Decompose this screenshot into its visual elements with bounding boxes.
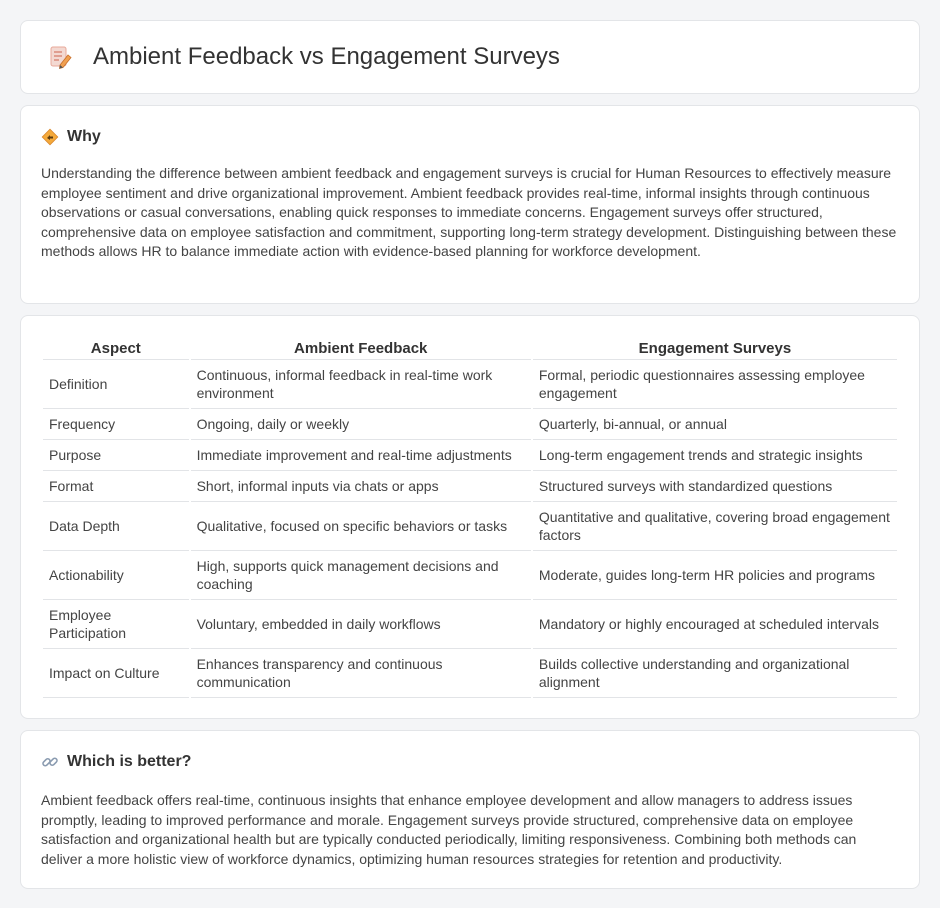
cell-aspect: Employee Participation [43,600,189,649]
header-card [20,20,920,94]
table-row [43,409,897,440]
column-header-aspect: Aspect [43,336,189,360]
cell-ambient: Ongoing, daily or weekly [191,409,531,440]
cell-ambient: Continuous, informal feedback in real-time work environment [191,360,531,409]
why-section [20,105,920,304]
cell-surveys: Moderate, guides long-term HR policies and programs [533,551,897,600]
better-text: Ambient feedback offers real-time, continuous insights that enhance employee development and allow managers to address issues promptly, leading to improved performance and morale. Engagement surveys provide structured, comprehensive data on employee satisfaction and organizational health but are typically conducted periodically, limiting responsiveness. Combining both methods can deliver a more holistic view of workforce dynamics, optimizing human resources strategies for retention and productivity. [41,792,857,867]
cell-surveys: Mandatory or highly encouraged at scheduled intervals [533,600,897,649]
cell-ambient: Immediate improvement and real-time adjustments [191,440,531,471]
cell-ambient: Short, informal inputs via chats or apps [191,471,531,502]
document-pencil-icon [47,44,73,70]
comparison-section [20,315,920,719]
column-header-ambient: Ambient Feedback [191,336,531,360]
better-heading-row [41,753,899,771]
cell-ambient: Voluntary, embedded in daily workflows [191,600,531,649]
table-row [43,360,897,409]
table-row [43,551,897,600]
cell-surveys: Quantitative and qualitative, covering broad engagement factors [533,502,897,551]
cell-aspect: Definition [43,360,189,409]
why-text: Understanding the difference between ambient feedback and engagement surveys is crucial for Human Resources to effectively measure employee sentiment and drive organizational improvement. Ambient feedback provides real-time, informal insights through continuous observations or casual conversations, enabling quick responses to immediate concerns. Engagement surveys offer structured, comprehensive data on employee satisfaction and commitment, supporting long-term strategy development. Distinguishing between these methods allows HR to balance immediate action with evidence-based planning for workforce development. [41,165,897,259]
cell-aspect: Purpose [43,440,189,471]
diamond-directions-icon [41,128,59,146]
cell-aspect: Data Depth [43,502,189,551]
table-row [43,600,897,649]
cell-surveys: Quarterly, bi-annual, or annual [533,409,897,440]
table-header-row [43,336,897,360]
table-row [43,471,897,502]
better-heading: Which is better? [67,753,192,770]
table-row [43,440,897,471]
cell-aspect: Frequency [43,409,189,440]
cell-surveys: Formal, periodic questionnaires assessing employee engagement [533,360,897,409]
cell-aspect: Format [43,471,189,502]
cell-aspect: Actionability [43,551,189,600]
comparison-table [41,336,899,698]
cell-surveys: Long-term engagement trends and strategic insights [533,440,897,471]
table-row [43,502,897,551]
cell-ambient: Qualitative, focused on specific behaviors or tasks [191,502,531,551]
column-header-surveys: Engagement Surveys [533,336,897,360]
cell-surveys: Structured surveys with standardized questions [533,471,897,502]
why-heading: Why [67,128,101,145]
table-row [43,649,897,698]
why-heading-row [41,128,899,146]
cell-aspect: Impact on Culture [43,649,189,698]
which-is-better-section [20,730,920,889]
link-icon [41,753,59,771]
cell-surveys: Builds collective understanding and organizational alignment [533,649,897,698]
cell-ambient: High, supports quick management decisions and coaching [191,551,531,600]
page-title: Ambient Feedback vs Engagement Surveys [93,43,560,70]
cell-ambient: Enhances transparency and continuous communication [191,649,531,698]
